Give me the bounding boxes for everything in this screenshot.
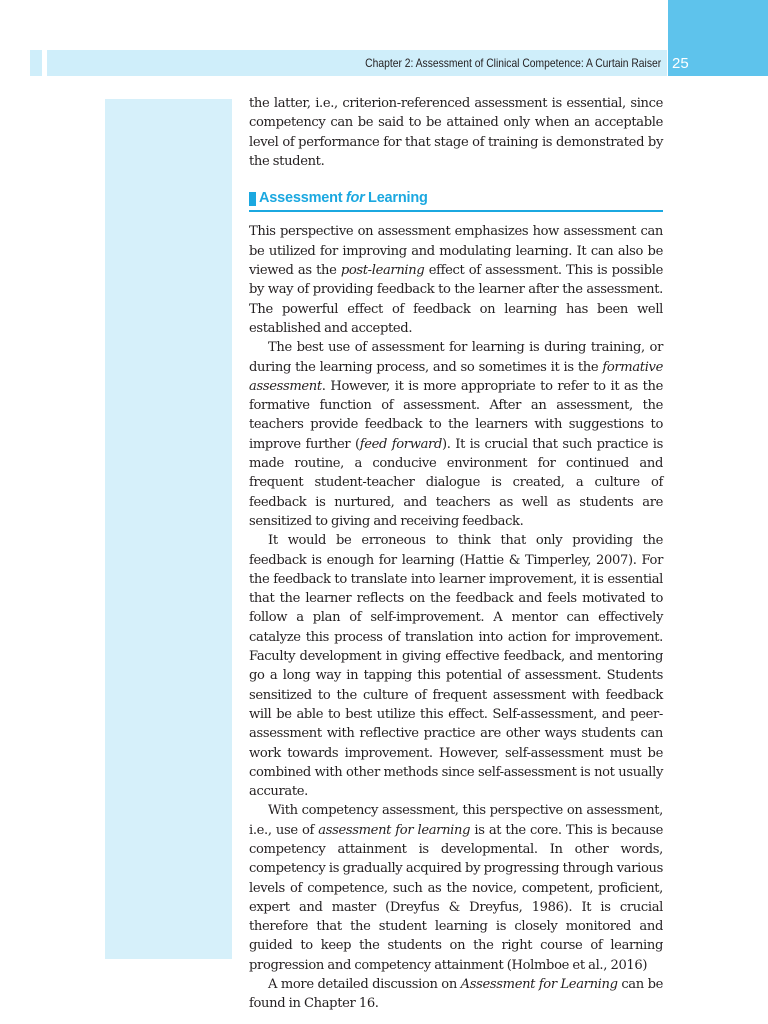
text-run: With competency assessment, this perspective on assessment, i.e., use of — [249, 803, 663, 838]
text-emphasis: post-learning — [340, 263, 425, 279]
running-header — [47, 50, 667, 76]
margin-side-panel — [105, 99, 232, 959]
heading-marker — [249, 192, 256, 206]
section-heading — [249, 189, 663, 212]
page-number: 25 — [672, 55, 689, 72]
text-run: effect of assessment. This is possible by way of providing feedback to the learner after the assessment. The powerful effect of feedback on learning has been well established and accepted. — [249, 263, 663, 336]
text-run: is at the core. This is because competency attainment is developmental. In other words, competency is gradually acquired by progressing through various levels of competence, such as the novice, competent, proficient, expert and master (Dreyfus & Dreyfus, 1986). It is crucial therefore that the student learning is closely monitored and guided to keep the students on the right course of learning progression and competency attainment (Holmboe et al., 2016) — [249, 822, 664, 973]
text-emphasis: feed forward — [359, 436, 442, 452]
heading-text-emphasis: for — [345, 190, 365, 207]
heading-text-start: Assessment — [259, 190, 346, 207]
text-run: . However, it is more appropriate to refer to it as the formative function of assessment. After an assessment, the teachers provide feedback to the learners with suggestions to improve further ( — [249, 378, 663, 452]
text-run: ). It is crucial that such practice is made routine, a conducive environment for continued and frequent student-teacher dialogue is created, a culture of feedback is nurtured, and teachers as well as students are sensitized to giving and receiving feedback. — [249, 436, 664, 529]
paragraph-intro: the latter, i.e., criterion-referenced assessment is essential, since competency can be said to be attained only when an acceptable level of performance for that stage of training is demonstrated by the student. — [249, 96, 663, 169]
page-number-tab — [668, 0, 768, 76]
text-run: The best use of assessment for learning is during training, or during the learning process, and so sometimes it is the — [249, 340, 663, 375]
text-run: can be found in Chapter 16. — [249, 977, 664, 1012]
text-emphasis: Assessment for Learning — [460, 977, 618, 993]
text-emphasis: formative assessment — [249, 359, 663, 394]
header-bar-stub — [30, 50, 42, 76]
text-run: A more detailed discussion on — [268, 977, 461, 993]
paragraph-1 — [249, 222, 663, 338]
paragraph-3: It would be erroneous to think that only providing the feedback is enough for learning (Hattie & Timperley, 2007). For the feedback to translate into learner improvement, it is essential that the learner reflects on the feedback and feels motivated to follow a plan of self-improvement. A mentor can effectively catalyze this process of translation into action for improvement. Faculty development in giving effective feedback, and mentoring go a long way in tapping this potential of assessment. Students sensitized to the culture of frequent assessment with feedback will be able to best utilize this effect. Self-assessment, and peer-assessment with reflective practice are other ways students can work towards improvement. However, self-assessment must be combined with other methods since self-assessment is not usually accurate. — [249, 533, 663, 800]
text-run: This perspective on assessment emphasizes how assessment can be utilized for improving and modulating learning. It can also be viewed as the — [249, 224, 663, 279]
paragraph-4 — [249, 801, 663, 975]
main-text — [249, 94, 663, 1014]
text-emphasis: assessment for learning — [318, 822, 471, 838]
paragraph-2 — [249, 338, 663, 531]
running-title: Chapter 2: Assessment of Clinical Competence: A Curtain Raiser — [365, 56, 661, 70]
heading-text-end: Learning — [364, 190, 428, 207]
paragraph-5 — [249, 975, 663, 1014]
